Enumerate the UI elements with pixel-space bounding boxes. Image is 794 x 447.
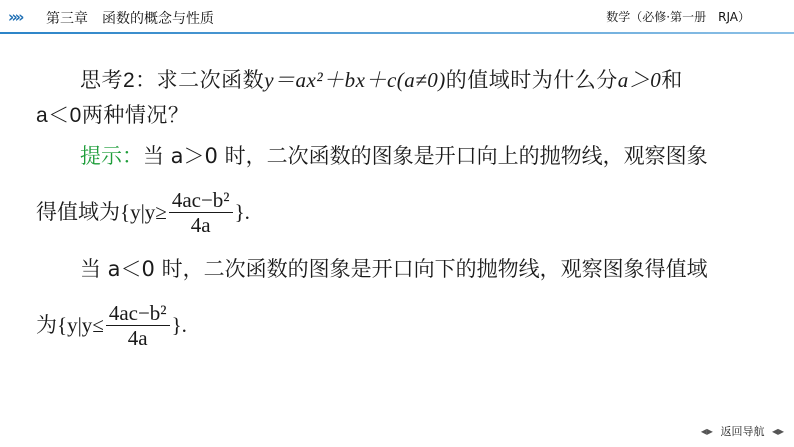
question-line-2 xyxy=(36,99,766,132)
chapter-title: 第三章 函数的概念与性质 xyxy=(46,11,214,27)
hint-p2-line1: 当 a＜0 时，二次函数的图象是开口向下的抛物线，观察图象得值域 xyxy=(80,257,708,281)
set1-open: {y|y≥ xyxy=(120,199,167,224)
hint-p1-line1: 当 a＞0 时，二次函数的图象是开口向上的抛物线，观察图象 xyxy=(143,144,708,168)
book-title: 数学（必修·第一册 RJA） xyxy=(606,10,750,24)
question-suffix: 的值域时为什么分 xyxy=(445,69,618,92)
back-nav-label[interactable]: 返回导航 xyxy=(720,425,765,438)
set2-close: }. xyxy=(171,312,187,337)
chevrons-icon: »» xyxy=(8,8,22,26)
question-line-2-text: a＜0两种情况？ xyxy=(36,104,190,127)
hint-label: 提示： xyxy=(80,144,143,168)
question-line-1 xyxy=(36,64,766,97)
question-prefix: 思考2：求二次函数 xyxy=(80,69,265,92)
set1-close: }. xyxy=(234,199,250,224)
footer-nav[interactable] xyxy=(701,423,784,439)
fraction-numerator: 4ac−b² xyxy=(169,188,233,213)
hint-line-4 xyxy=(36,298,766,352)
question-formula: y＝ax²＋bx＋c(a≠0) xyxy=(264,68,446,92)
range-fraction-1 xyxy=(169,188,233,237)
page-header xyxy=(0,0,794,36)
back-arrow-icon[interactable]: ◂▸ xyxy=(700,424,713,438)
hint-p2-pre: 为 xyxy=(36,312,57,337)
hint-line-1 xyxy=(36,140,766,173)
range-fraction-2 xyxy=(106,301,170,350)
question-and: 和 xyxy=(661,69,683,92)
set2-open: {y|y≤ xyxy=(57,312,104,337)
slide-content xyxy=(36,64,766,352)
fraction-denominator: 4a xyxy=(127,325,148,350)
forward-arrow-icon[interactable]: ◂▸ xyxy=(771,424,784,438)
fraction-numerator: 4ac−b² xyxy=(106,301,170,326)
hint-line-2 xyxy=(36,185,766,239)
header-divider xyxy=(0,32,794,34)
question-a-positive: a＞0 xyxy=(617,68,662,92)
hint-p1-pre: 得值域为 xyxy=(36,199,120,224)
fraction-denominator: 4a xyxy=(190,212,211,237)
hint-line-3 xyxy=(36,253,766,286)
